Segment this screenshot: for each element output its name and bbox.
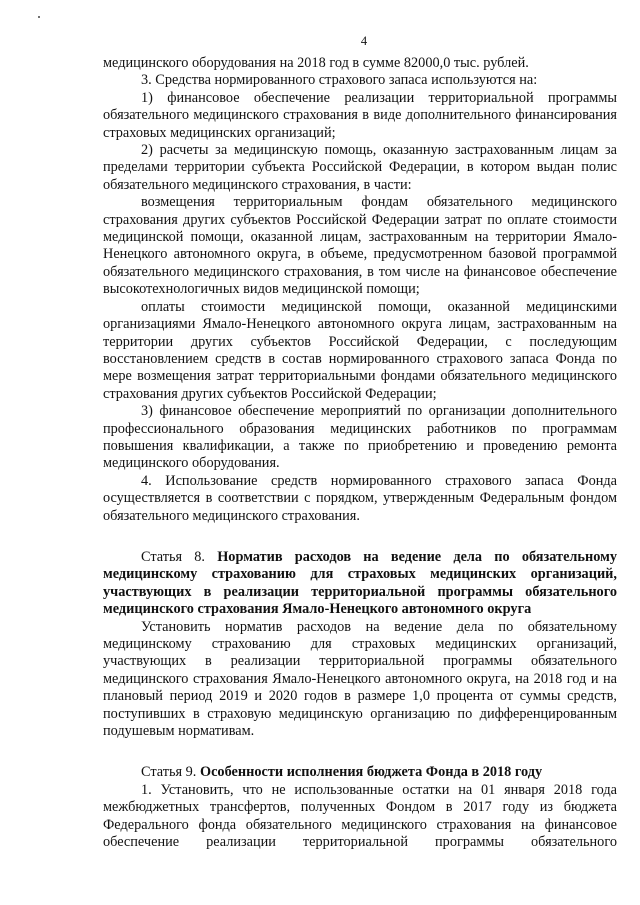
paragraph-subitem-3: 3) финансовое обеспечение мероприятий по организации дополнительного профессионального образования медицинских работников по программам повышения квалификации, а также по приобретению и проведению ремонта медицинского оборудования. [103,403,617,472]
spacer [103,740,617,764]
paragraph-item-3: 3. Средства нормированного страхового запаса используются на: [141,72,538,89]
paragraph-payment: оплаты стоимости медицинской помощи, оказанной медицинскими организациями Ямало-Ненецкого автономного округа лицам, застрахованным на территории других субъектов Российской Федерации, с последующим восстановлением средств в состав нормированного страхового запаса Фонда по мере возмещения затрат территориальными фондами обязательного медицинского страхования других субъектов Российской Федерации; [103,298,617,402]
paragraph-subitem-2: 2) расчеты за медицинскую помощь, оказанную застрахованным лицам за пределами территории субъекта Российской Федерации, в котором выдан полис обязательного медицинского страхования, в части: [103,142,617,193]
article-9-heading [103,764,617,781]
spacer [103,525,617,549]
paragraph-item-4: 4. Использование средств нормированного страхового запаса Фонда осуществляется в соответствии с порядком, утвержденным Федеральным фондом обязательного медицинского страхования. [103,472,617,524]
article-9-title: Особенности исполнения бюджета Фонда в 2018 году [199,764,543,781]
paragraph-reimbursement: возмещения территориальным фондам обязательного медицинского страхования других субъектов Российской Федерации затрат по оплате стоимости медицинской помощи, оказанной лицам, застрахованным на территории Ямало-Ненецкого автономного округа, в объеме, предусмотренном базовой программой обязательного медицинского страхования, в том числе на финансовое обеспечение высокотехнологичных видов медицинской помощи; [103,194,617,298]
article-8-label: Статья 8. [141,548,218,565]
scan-speck [38,16,40,18]
article-9-body: 1. Установить, что не использованные остатки на 01 января 2018 года межбюджетных трансфертов, полученных Фондом в 2017 году из бюджета Федерального фонда обязательного медицинского страхования на финансовое обеспечение реализации территориальной программы обязательного [103,781,617,851]
article-8-heading [103,549,617,619]
paragraph-continuation: медицинского оборудования на 2018 год в сумме 82000,0 тыс. рублей. [103,55,529,71]
paragraph-subitem-1: 1) финансовое обеспечение реализации территориальной программы обязательного медицинского страхования в виде дополнительного финансирования страховых медицинских организаций; [103,89,617,141]
article-9-label: Статья 9. [141,764,200,781]
article-8-body: Установить норматив расходов на ведение дела по обязательному медицинскому страхованию для страховых медицинских организаций, участвующих в реализации территориальной программы обязательного медицинского страхования Ямало-Ненецкого автономного округа, на 2018 год и на плановый период 2019 и 2020 годов в размере 1,0 процента от суммы средств, поступивших в страховую медицинскую организацию по дифференцированным подушевым нормативам. [103,618,617,740]
document-page [103,32,617,851]
page-number: 4 [360,34,368,48]
article-8-title: Норматив расходов на ведение дела по обязательному медицинскому страхованию для страховых медицинских организаций, участвующих в реализации территориальной программы обязательного медицинского страхования Ямало-Ненецкого автономного округа [103,548,617,618]
